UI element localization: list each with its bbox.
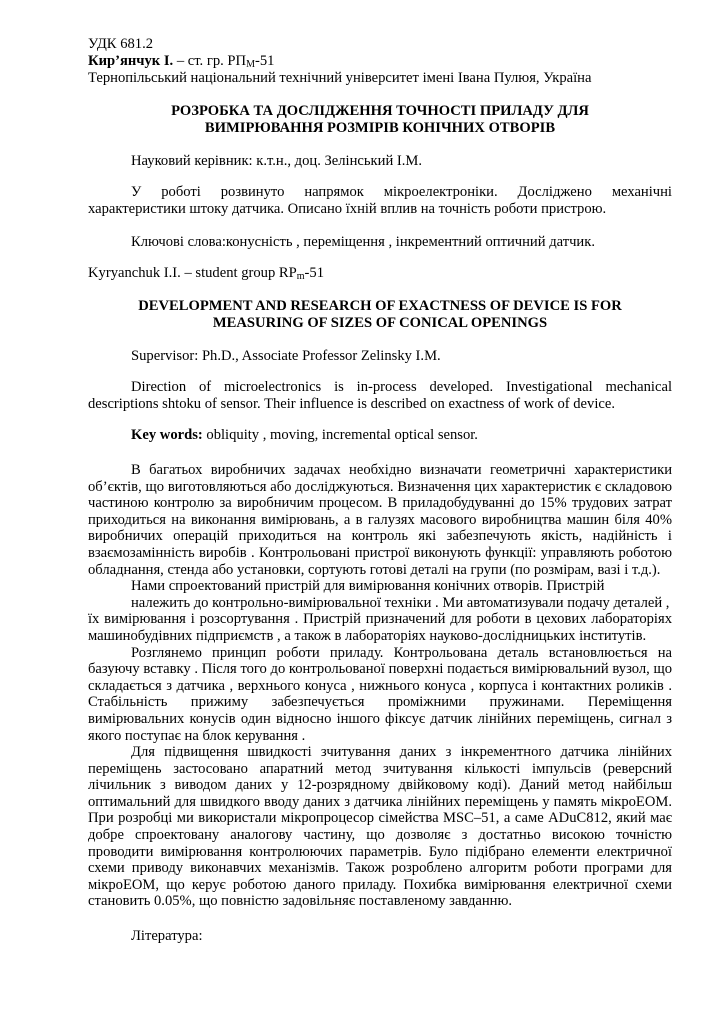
body-paragraph-2-line2: належить до контрольно-вимірювальної техніки . Ми автоматизували подачу деталей , [131, 594, 670, 611]
author-name-uk: Кир’янчук І. [88, 53, 174, 69]
keywords-uk: Ключові слова:конусність , переміщення , інкрементний оптичний датчик. [131, 234, 595, 250]
body-paragraph-2-line1: Нами спроектований пристрій для вимірювання конічних отворів. Пристрій [131, 578, 605, 595]
body-paragraph-1: В багатьох виробничих задачах необхідно визначати геометричні характеристики об’єктів, що виготовляються або досліджуються. Визначення цих характеристик є складовою частиною контролю за виробничим процесом. В приладобудуванні до 15% трудових затрат приходиться на виконання вимірювань, а в галузях масового виробництва машин біля 40% виробничих операцій приходиться на контроль які забезпечують якість, надійність і взаємозамінність виробів . Контрольовані пристрої виконують функції: управляють роботою обладнання, стенда або установки, сортують готові деталі на групи (по розмірам, вазі і т.д.). [88, 462, 672, 578]
author-group-prefix-uk: – ст. гр. РП [173, 53, 247, 69]
title-en [88, 298, 672, 332]
supervisor-uk: Науковий керівник: к.т.н., доц. Зелінський І.М. [131, 153, 423, 169]
abstract-en: Direction of microelectronics is in-process developed. Investigational mechanical descriptions shtoku of sensor. Their influence is described on exactness of work of device. [88, 379, 672, 412]
title-uk-line1: РОЗРОБКА ТА ДОСЛІДЖЕННЯ ТОЧНОСТІ ПРИЛАДУ ДЛЯ [171, 103, 589, 119]
author-group-sub-en: m [296, 271, 305, 282]
author-group-suffix-en: -51 [304, 265, 324, 281]
author-group-sub-uk: М [246, 59, 255, 70]
main-body [88, 462, 672, 945]
supervisor-en: Supervisor: Ph.D., Associate Professor Zelinsky I.M. [131, 348, 441, 364]
keywords-label-en: Key words: [131, 427, 203, 443]
body-paragraph-4: Для підвищення швидкості зчитування даних з інкрементного датчика лінійних переміщень застосовано апаратний метод зчитування кількості імпульсів (реверсний лічильник з виводом даних у 12-розрядному двійковому коді). Даний метод найбільш оптимальний для швидкого вводу даних з датчика лінійних переміщень у память мікроЕОМ. При розробці ми використали мікропроцесор сімейства MSC–51, а саме ADuC812, який має добре спроектовану аналогову частину, що дозволяє з достатньо високою точністю проводити вимірювання контролюючих параметрів. Було підібрано елементи електричної схеми приводу виконавчих механізмів. Також розроблено алгоритм роботи програми для мікроЕОМ, що керує роботою даного приладу. Похибка вимірювання електричної схеми становить 0.05%, що повністю задовільняє поставленому завданню. [88, 744, 672, 910]
author-group-suffix-uk: -51 [254, 53, 275, 69]
author-line-en [88, 265, 672, 282]
body-paragraph-2-rest: їх вимірювання і розсортування . Пристрій призначений для роботи в цехових лабораторіях машинобудівних підприємств , а також в лабораторіях науково-дослідницьких інститутів. [88, 611, 672, 644]
keywords-text-en: obliquity , moving, incremental optical sensor. [202, 427, 478, 443]
title-uk-line2: ВИМІРЮВАННЯ РОЗМІРІВ КОНІЧНИХ ОТВОРІВ [204, 120, 556, 136]
title-en-line1: DEVELOPMENT AND RESEARCH OF EXACTNESS OF DEVICE IS FOR [138, 298, 622, 314]
udc-code: УДК 681.2 [88, 36, 154, 52]
body-paragraph-3: Розглянемо принцип роботи приладу. Контрольована деталь встановлюється на базуючу вставку . Після того до контрольованої поверхні подається вимірювальний вузол, що складається з датчика , верхнього конуса , нижнього конуса , корпуса і контактних роликів . Стабільність прижиму забезпечується проміжними пружинами. Переміщення вимірювальних конусів один відносно іншого фіксує датчик лінійних переміщень, сигнал з якого поступає на блок керування . [88, 644, 672, 744]
affiliation: Тернопільський національний технічний університет імені Івана Пулюя, Україна [88, 70, 592, 86]
author-line-uk [88, 53, 672, 70]
literature-heading: Література: [131, 928, 203, 945]
author-prefix-en: Kyryanchuk I.I. – student group RP [88, 265, 297, 281]
abstract-uk: У роботі розвинуто напрямок мікроелектроніки. Досліджено механічні характеристики штоку датчика. Описано їхній вплив на точність роботи пристрою. [88, 184, 672, 217]
title-en-line2: MEASURING OF SIZES OF CONICAL OPENINGS [212, 315, 548, 331]
keywords-en [88, 427, 672, 444]
title-uk [88, 103, 672, 137]
